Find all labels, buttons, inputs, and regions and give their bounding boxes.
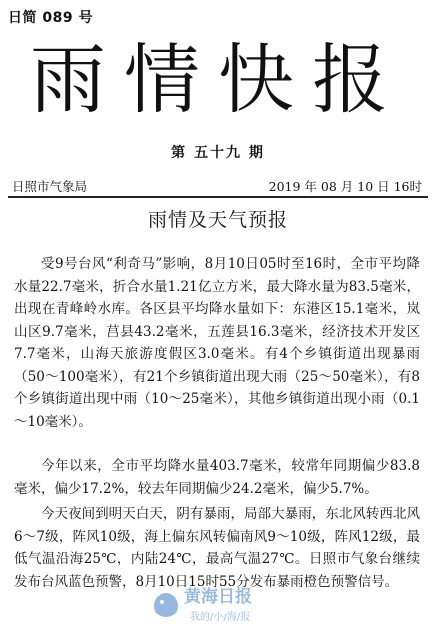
document-number: 日简 089 号: [8, 10, 93, 26]
header-divider: [8, 196, 428, 198]
paragraph-annual: 今年以来，全市平均降水量403.7毫米，较常年同期偏少83.8毫米，偏少17.2%，较去年同期偏少24.2毫米，偏少5.7%。: [14, 458, 420, 497]
issuer: 日照市气象局: [12, 179, 88, 194]
paragraph-rainfall: 受9号台风“利奇马”影响，8月10日05时至16时，全市平均降水量22.7毫米，折合水量1.21亿立方米，最大降水量为83.5毫米，出现在青峰岭水库。各区县平均降水量如下：东港区15.1毫米，岚山区9.7毫米，莒县43.2毫米，五莲县16.3毫米，经济技术开发区7.7毫米，山海天旅游度假区3.0毫米。有4个乡镇街道出现暴雨（50～100毫米），有21个乡镇街道出现大雨（25～50毫米），有8个乡镇街道出现中雨（10～25毫米），其他乡镇街道出现小雨（0.1～10毫米）。: [14, 256, 420, 430]
svg-text:我的/小/海/报: 我的/小/海/报: [190, 612, 251, 623]
article-title: 雨情及天气预报: [147, 209, 288, 231]
issue-number: 第 五十九 期: [171, 145, 265, 161]
svg-text:黄海日报: 黄海日报: [184, 587, 252, 607]
masthead-title: 雨情快报: [30, 35, 406, 124]
issue-date: 2019 年 08 月 10 日 16时: [268, 179, 422, 194]
paragraph-forecast: 今天夜间到明天白天，阴有暴雨，局部大暴雨，东北风转西北风6～7级，阵风10级，海上偏东风转偏南风9～10级，阵风12级，最低气温沿海25℃，内陆24℃，最高气温27℃。日照市气象台继续发布台风蓝色预警，8月10日15时55分发布暴雨橙色预警信号。: [14, 506, 420, 590]
